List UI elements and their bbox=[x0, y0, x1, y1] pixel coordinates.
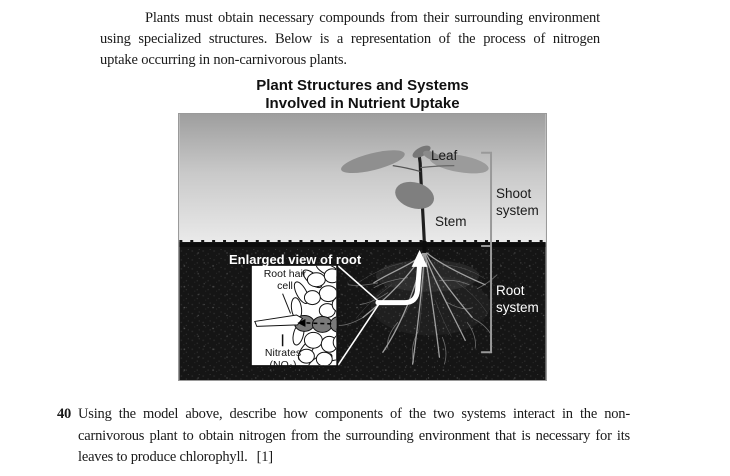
figure-title-line: Plant Structures and Systems bbox=[256, 77, 469, 94]
question-line bbox=[78, 447, 630, 469]
root-hair-cell-label: Root hair cell bbox=[263, 268, 307, 292]
question-text bbox=[78, 404, 630, 469]
enlarged-view-label: Enlarged view of root bbox=[229, 252, 362, 267]
question-line: Using the model above, describe how components of the two systems interact in the non- bbox=[78, 406, 630, 422]
figure-artwork bbox=[179, 114, 546, 380]
question-line: carnivorous plant to obtain nitrogen from the surrounding environment that is necessary for its bbox=[78, 427, 630, 444]
shoot-system-label: Shoot system bbox=[496, 186, 539, 218]
intro-line: using specialized structures. Below is a representation of the process of nitrogen bbox=[100, 31, 600, 47]
nitrates-label-line: Nitrates bbox=[264, 347, 302, 359]
intro-line: Plants must obtain necessary compounds from their surrounding environment bbox=[145, 10, 600, 26]
question-line-text: leaves to produce chlorophyll. bbox=[78, 449, 248, 465]
nitrates-label bbox=[251, 347, 315, 371]
nitrates-label-line: (NO₃) bbox=[269, 359, 297, 371]
intro-paragraph bbox=[100, 8, 600, 71]
root-system-label: Root system bbox=[496, 283, 539, 315]
question-number: 40 bbox=[57, 406, 72, 422]
figure-title bbox=[178, 77, 547, 113]
question-points: [1] bbox=[256, 449, 273, 465]
figure-title-line: Involved in Nutrient Uptake bbox=[265, 95, 460, 112]
intro-line: uptake occurring in non-carnivorous plants. bbox=[100, 52, 347, 68]
leaf-label: Leaf bbox=[431, 148, 458, 163]
question-40 bbox=[57, 404, 630, 469]
stem-label: Stem bbox=[435, 214, 467, 229]
nutrient-uptake-figure bbox=[178, 113, 547, 381]
